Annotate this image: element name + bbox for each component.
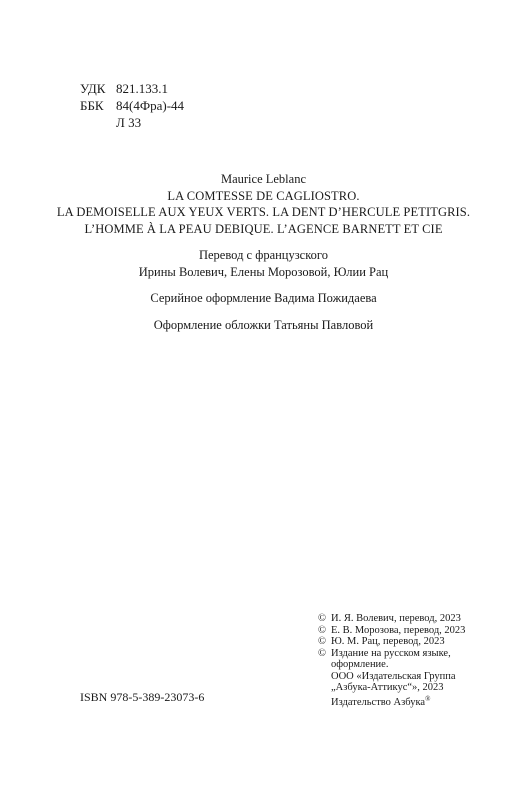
isbn: ISBN 978-5-389-23073-6 — [80, 690, 205, 704]
author-name: Maurice Leblanc — [220, 172, 307, 186]
copyright-text: Е. В. Морозова, перевод, 2023 — [331, 624, 466, 636]
title-line-1: LA COMTESSE DE CAGLIOSTRO. — [167, 188, 360, 203]
cover-design-credit: Оформление обложки Татьяны Павловой — [153, 317, 374, 332]
translation-label: Перевод с французского — [198, 248, 328, 262]
publisher-name — [318, 694, 508, 709]
translators: Ирины Волевич, Елены Морозовой, Юлии Рац — [138, 264, 389, 279]
copyright-block — [318, 613, 508, 708]
bbk-value: 84(4Фра)-44 — [116, 98, 185, 113]
series-design-credit: Серийное оформление Вадима Пожидаева — [150, 291, 377, 305]
bbk-label: ББК — [80, 98, 104, 113]
copyright-line — [318, 648, 508, 660]
registered-mark: ® — [425, 694, 431, 703]
bbk-row — [80, 97, 184, 114]
copyright-continuation: ООО «Издательская Группа — [331, 670, 456, 682]
udk-value: 821.133.1 — [116, 81, 168, 96]
copyright-line — [318, 613, 508, 625]
copyright-line — [318, 625, 508, 637]
copyright-symbol: © — [318, 647, 326, 659]
copyright-line — [318, 636, 508, 648]
credits-block — [0, 171, 527, 333]
publisher-text: Издательство Азбука — [331, 696, 426, 708]
title-line-2: LA DEMOISELLE AUX YEUX VERTS. LA DENT D’HERCULE PETITGRIS. — [56, 205, 471, 219]
udk-label: УДК — [80, 81, 106, 96]
udk-row — [80, 80, 184, 97]
copyright-continuation: оформление. — [331, 659, 389, 670]
copyright-symbol: © — [318, 624, 326, 636]
copyright-symbol: © — [318, 636, 326, 647]
copyright-text: И. Я. Волевич, перевод, 2023 — [331, 613, 461, 624]
copyright-continuation: „Азбука-Аттикус“», 2023 — [331, 682, 444, 693]
author-sign: Л 33 — [116, 115, 142, 130]
title-line-3: L’HOMME À LA PEAU DEBIQUE. L’AGENCE BARNETT ET CIE — [84, 221, 443, 236]
copyright-text: Ю. М. Рац, перевод, 2023 — [331, 636, 445, 647]
copyright-symbol: © — [318, 613, 326, 624]
library-classification — [80, 80, 184, 131]
copyright-text: Издание на русском языке, — [331, 647, 451, 659]
